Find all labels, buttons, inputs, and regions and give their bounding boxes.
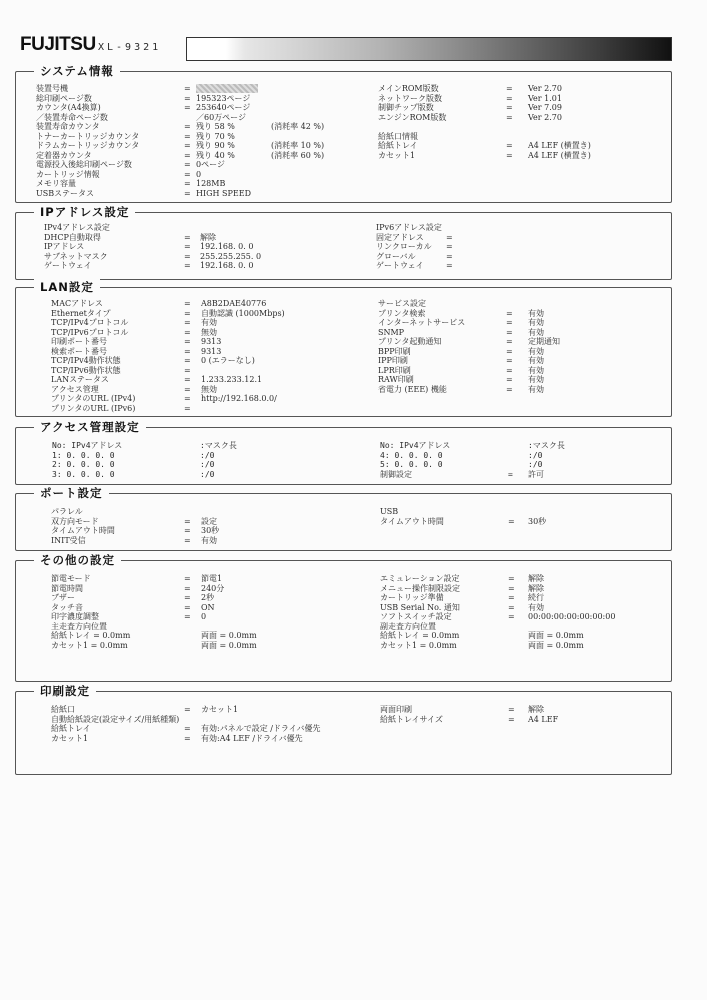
equals-sign: = (184, 261, 191, 270)
setting-extra: (消耗率 10 %) (271, 141, 325, 150)
setting-label: 給紙トレイサイズ (380, 714, 443, 724)
setting-label: BPP印刷 (378, 346, 411, 356)
setting-value: 自動認識 (1000Mbps) (201, 308, 285, 318)
setting-label: 給紙トレイ (378, 141, 418, 150)
setting-label: メモリ容量 (36, 179, 76, 188)
setting-label: タッチ音 (51, 602, 83, 612)
setting-label: 副走査方向位置 (380, 621, 436, 631)
setting-label: ゲートウェイ (376, 261, 424, 270)
equals-sign: = (184, 535, 191, 545)
setting-value: 解除 (528, 574, 544, 583)
setting-label: メインROM版数 (378, 84, 439, 93)
setting-value: Ver 2.70 (528, 84, 562, 93)
setting-label: プリンタ検索 (378, 308, 426, 318)
section-title: システム情報 (34, 63, 120, 79)
setting-value: 節電1 (201, 574, 223, 583)
setting-label: ソフトスイッチ設定 (380, 612, 452, 621)
setting-label: タイムアウト時間 (380, 516, 444, 526)
port-settings-section (15, 486, 672, 551)
equals-sign: = (506, 346, 513, 356)
setting-label: 電源投入後総印刷ページ数 (36, 160, 132, 169)
setting-value: 有効 (528, 346, 544, 356)
equals-sign: = (446, 251, 453, 261)
setting-value: ／60万ページ (196, 112, 247, 122)
equals-sign: = (506, 93, 513, 103)
setting-label: DHCP自動取得 (44, 232, 101, 242)
equals-sign: = (184, 394, 191, 403)
setting-value: 9313 (201, 346, 222, 356)
setting-value: http://192.168.0.0/ (201, 394, 277, 403)
setting-value: :/0 (200, 469, 215, 479)
equals-sign: = (184, 122, 191, 131)
equals-sign: = (506, 141, 513, 150)
system-info-section (15, 64, 672, 203)
setting-label: 4: 0. 0. 0. 0 (380, 450, 443, 460)
setting-label: 給紙口 (51, 705, 75, 714)
setting-label: カセット1 (51, 733, 89, 743)
setting-value: 残り 70 % (196, 131, 235, 141)
setting-label: カセット1 = 0.0mm (380, 640, 457, 650)
equals-sign: = (184, 593, 191, 602)
equals-sign: = (508, 714, 515, 724)
setting-value: 残り 90 % (196, 141, 235, 150)
setting-label: 印字濃度調整 (51, 612, 99, 621)
setting-value: 無効 (201, 384, 217, 394)
setting-label: 検索ポート番号 (51, 346, 107, 356)
setting-value: カセット1 (201, 705, 239, 714)
equals-sign: = (506, 150, 513, 160)
setting-label: タイムアウト時間 (51, 526, 115, 535)
setting-label: グローバル (376, 251, 416, 261)
setting-value: 有効 (201, 318, 217, 327)
setting-value: 195323ページ (196, 93, 251, 103)
setting-label: INIT受信 (51, 535, 86, 545)
setting-value: 続行 (528, 593, 544, 602)
setting-value: :/0 (200, 460, 215, 469)
setting-value: 1.233.233.12.1 (201, 375, 263, 384)
setting-label: IPアドレス (44, 242, 85, 251)
setting-value: 00:00:00:00:00:00:00 (528, 612, 616, 621)
setting-value: 有効 (528, 602, 544, 612)
equals-sign: = (184, 242, 191, 251)
equals-sign: = (184, 131, 191, 141)
setting-value: :マスク長 (200, 441, 237, 450)
setting-label: USB (380, 507, 399, 516)
setting-value: A4 LEF (528, 714, 559, 724)
setting-label: サービス設定 (378, 299, 426, 308)
equals-sign: = (508, 593, 515, 602)
setting-label: IPv6アドレス設定 (376, 223, 442, 232)
access-control-section (15, 420, 672, 485)
setting-value: 定期通知 (528, 337, 560, 346)
setting-value: 残り 40 % (196, 150, 235, 160)
setting-value: 解除 (528, 583, 544, 593)
setting-label: 節電モード (51, 574, 91, 583)
setting-label: ネットワーク版数 (378, 93, 442, 103)
equals-sign: = (184, 299, 191, 308)
setting-label: メニュー操作制限設定 (380, 583, 460, 593)
setting-label: TCP/IPv6動作状態 (51, 365, 121, 375)
equals-sign: = (184, 150, 191, 160)
setting-value: 無効 (201, 327, 217, 337)
equals-sign: = (184, 724, 191, 733)
equals-sign: = (446, 261, 453, 270)
equals-sign: = (506, 384, 513, 394)
equals-sign: = (184, 308, 191, 318)
setting-label: TCP/IPv4プロトコル (51, 318, 129, 327)
setting-label: プリンタ起動通知 (378, 337, 442, 346)
section-title: ポート設定 (34, 485, 109, 501)
setting-value: 30秒 (201, 526, 220, 535)
equals-sign: = (184, 705, 191, 714)
equals-sign: = (506, 308, 513, 318)
setting-label: インターネットサービス (378, 318, 466, 327)
setting-value: 解除 (528, 705, 544, 714)
setting-value: 設定 (201, 516, 217, 526)
equals-sign: = (184, 583, 191, 593)
equals-sign: = (184, 516, 191, 526)
setting-label: 装置号機 (36, 84, 68, 93)
setting-label: ゲートウェイ (44, 261, 92, 270)
section-title: 印刷設定 (34, 683, 96, 699)
equals-sign: = (184, 375, 191, 384)
equals-sign: = (184, 232, 191, 242)
equals-sign: = (506, 337, 513, 346)
setting-value: :/0 (528, 450, 543, 460)
fujitsu-logo: FUJITSU (20, 34, 96, 55)
setting-label: エンジンROM版数 (378, 112, 447, 122)
setting-value: 有効 (528, 327, 544, 337)
equals-sign: = (506, 318, 513, 327)
setting-value: 2秒 (201, 593, 215, 602)
setting-label: 給紙トレイ = 0.0mm (51, 631, 131, 640)
setting-value: 両面 = 0.0mm (528, 640, 584, 650)
equals-sign: = (508, 574, 515, 583)
setting-label: カセット1 (378, 150, 416, 160)
lan-settings-section (15, 280, 672, 417)
setting-value: :/0 (200, 450, 215, 460)
setting-value: 有効 (528, 318, 544, 327)
setting-value: 240分 (201, 583, 225, 593)
setting-label: カートリッジ準備 (380, 593, 444, 602)
setting-value: 有効 (528, 356, 544, 365)
setting-label: MACアドレス (51, 299, 103, 308)
equals-sign: = (508, 612, 515, 621)
setting-label: SNMP (378, 327, 405, 337)
setting-value: ON (201, 602, 215, 612)
equals-sign: = (506, 375, 513, 384)
equals-sign: = (506, 84, 513, 93)
other-settings-section (15, 553, 672, 682)
setting-value: 有効 (528, 308, 544, 318)
equals-sign: = (184, 356, 191, 365)
equals-sign: = (184, 93, 191, 103)
section-title: アクセス管理設定 (34, 419, 146, 435)
equals-sign: = (184, 103, 191, 112)
setting-value: 0 (196, 169, 202, 179)
setting-label: ドラムカートリッジカウンタ (36, 141, 140, 150)
setting-value: HIGH SPEED (196, 188, 252, 198)
equals-sign: = (184, 141, 191, 150)
setting-label: 両面印刷 (380, 705, 412, 714)
setting-label: RAW印刷 (378, 375, 414, 384)
setting-value: 両面 = 0.0mm (528, 631, 584, 640)
equals-sign: = (184, 179, 191, 188)
setting-value: 255.255.255. 0 (200, 251, 262, 261)
setting-label: 制御設定 (380, 469, 412, 479)
setting-label: 固定アドレス (376, 232, 424, 242)
equals-sign: = (184, 169, 191, 179)
equals-sign: = (506, 356, 513, 365)
equals-sign: = (184, 160, 191, 169)
setting-value: 0 (201, 612, 207, 621)
setting-value: 有効 (528, 375, 544, 384)
setting-value: 両面 = 0.0mm (201, 631, 257, 640)
setting-label: TCP/IPv6プロトコル (51, 327, 129, 337)
setting-label: 給紙口情報 (378, 131, 418, 141)
equals-sign: = (506, 327, 513, 337)
setting-label: 双方向モード (51, 516, 99, 526)
equals-sign: = (446, 232, 453, 242)
setting-value: 有効 (528, 365, 544, 375)
equals-sign: = (184, 188, 191, 198)
setting-label: ブザー (51, 593, 75, 602)
setting-value: Ver 1.01 (528, 93, 562, 103)
section-title: その他の設定 (34, 552, 121, 568)
equals-sign: = (184, 365, 191, 375)
setting-value: 有効 (201, 535, 217, 545)
setting-value: 192.168. 0. 0 (200, 242, 254, 251)
setting-label: IPP印刷 (378, 356, 408, 365)
setting-label: Ethernetタイプ (51, 308, 111, 318)
setting-label: USBステータス (36, 188, 94, 198)
equals-sign: = (508, 469, 513, 479)
setting-value: 253640ページ (196, 103, 251, 112)
setting-value: 解除 (200, 232, 216, 242)
equals-sign: = (184, 403, 191, 413)
equals-sign: = (508, 516, 515, 526)
equals-sign: = (508, 602, 515, 612)
setting-label: 総印刷ページ数 (36, 93, 92, 103)
equals-sign: = (506, 365, 513, 375)
setting-label: TCP/IPv4動作状態 (51, 356, 121, 365)
setting-label: ／装置寿命ページ数 (36, 112, 108, 122)
setting-label: カウンタ(A4換算) (36, 103, 101, 112)
equals-sign: = (184, 84, 191, 93)
equals-sign: = (508, 583, 515, 593)
setting-label: リンクローカル (376, 242, 432, 251)
setting-value: 192.168. 0. 0 (200, 261, 254, 270)
equals-sign: = (184, 612, 191, 621)
setting-extra: (消耗率 60 %) (271, 150, 325, 160)
setting-value: 0 (エラーなし) (201, 356, 255, 365)
setting-label: エミュレーション設定 (380, 574, 460, 583)
setting-label: 3: 0. 0. 0. 0 (52, 469, 115, 479)
print-settings-section (15, 684, 672, 775)
section-title: LAN設定 (34, 279, 100, 295)
setting-value: 両面 = 0.0mm (201, 640, 257, 650)
setting-label: アクセス管理 (51, 384, 99, 394)
setting-label: カセット1 = 0.0mm (51, 640, 128, 650)
setting-label: カートリッジ情報 (36, 169, 100, 179)
setting-label: 印刷ポート番号 (51, 337, 107, 346)
equals-sign: = (184, 346, 191, 356)
setting-label: USB Serial No. 通知 (380, 602, 460, 612)
setting-value: A8B2DAE40776 (201, 299, 267, 308)
section-title: IPアドレス設定 (34, 204, 135, 220)
setting-label: 給紙トレイ = 0.0mm (380, 631, 460, 640)
setting-label: No: IPv4アドレス (52, 441, 123, 450)
setting-label: 給紙トレイ (51, 724, 91, 733)
equals-sign: = (184, 526, 191, 535)
setting-label: 自動給紙設定(設定サイズ/用紙種類) (51, 714, 180, 724)
equals-sign: = (184, 384, 191, 394)
equals-sign: = (184, 574, 191, 583)
setting-value: 9313 (201, 337, 222, 346)
ip-address-section (15, 205, 672, 280)
setting-label: 定着器カウンタ (36, 150, 92, 160)
setting-label: 主走査方向位置 (51, 621, 107, 631)
setting-label: 節電時間 (51, 583, 83, 593)
equals-sign: = (184, 318, 191, 327)
setting-label: 制御チップ版数 (378, 103, 434, 112)
setting-label: 5: 0. 0. 0. 0 (380, 460, 443, 469)
grayscale-test-bar (186, 37, 672, 61)
setting-label: LPR印刷 (378, 365, 411, 375)
setting-value: 有効:パネルで設定 /ドライバ優先 (201, 724, 321, 733)
equals-sign: = (506, 112, 513, 122)
setting-value: 残り 58 % (196, 122, 235, 131)
setting-label: プリンタのURL (IPv6) (51, 403, 136, 413)
setting-label: 1: 0. 0. 0. 0 (52, 450, 115, 460)
setting-value: Ver 7.09 (528, 103, 562, 112)
setting-label: トナーカートリッジカウンタ (36, 131, 140, 141)
setting-label: 省電力 (EEE) 機能 (378, 384, 447, 394)
setting-label: 2: 0. 0. 0. 0 (52, 460, 115, 469)
equals-sign: = (184, 337, 191, 346)
setting-label: パラレル (51, 507, 83, 516)
equals-sign: = (508, 705, 515, 714)
setting-value: 有効 (528, 384, 544, 394)
equals-sign: = (506, 103, 513, 112)
setting-value: :マスク長 (528, 441, 565, 450)
setting-value: Ver 2.70 (528, 112, 562, 122)
setting-label: No: IPv4アドレス (380, 441, 451, 450)
setting-extra: (消耗率 42 %) (271, 122, 325, 131)
equals-sign: = (446, 242, 453, 251)
setting-label: 装置寿命カウンタ (36, 122, 100, 131)
setting-label: IPv4アドレス設定 (44, 223, 110, 232)
setting-value: 128MB (196, 179, 226, 188)
setting-label: LANステータス (51, 375, 109, 384)
setting-value: A4 LEF (横置き) (528, 150, 591, 160)
setting-value: 許可 (528, 469, 544, 479)
equals-sign: = (184, 251, 191, 261)
setting-value: A4 LEF (横置き) (528, 141, 591, 150)
setting-value: 有効:A4 LEF /ドライバ優先 (201, 733, 303, 743)
redacted-serial (196, 84, 258, 93)
setting-value: :/0 (528, 460, 543, 469)
equals-sign: = (184, 602, 191, 612)
model-number: XL-9321 (98, 42, 162, 53)
equals-sign: = (184, 327, 191, 337)
setting-value: 0ページ (196, 160, 225, 169)
setting-label: プリンタのURL (IPv4) (51, 394, 136, 403)
setting-label: サブネットマスク (44, 251, 108, 261)
setting-value: 30秒 (528, 516, 547, 526)
equals-sign: = (184, 733, 191, 743)
